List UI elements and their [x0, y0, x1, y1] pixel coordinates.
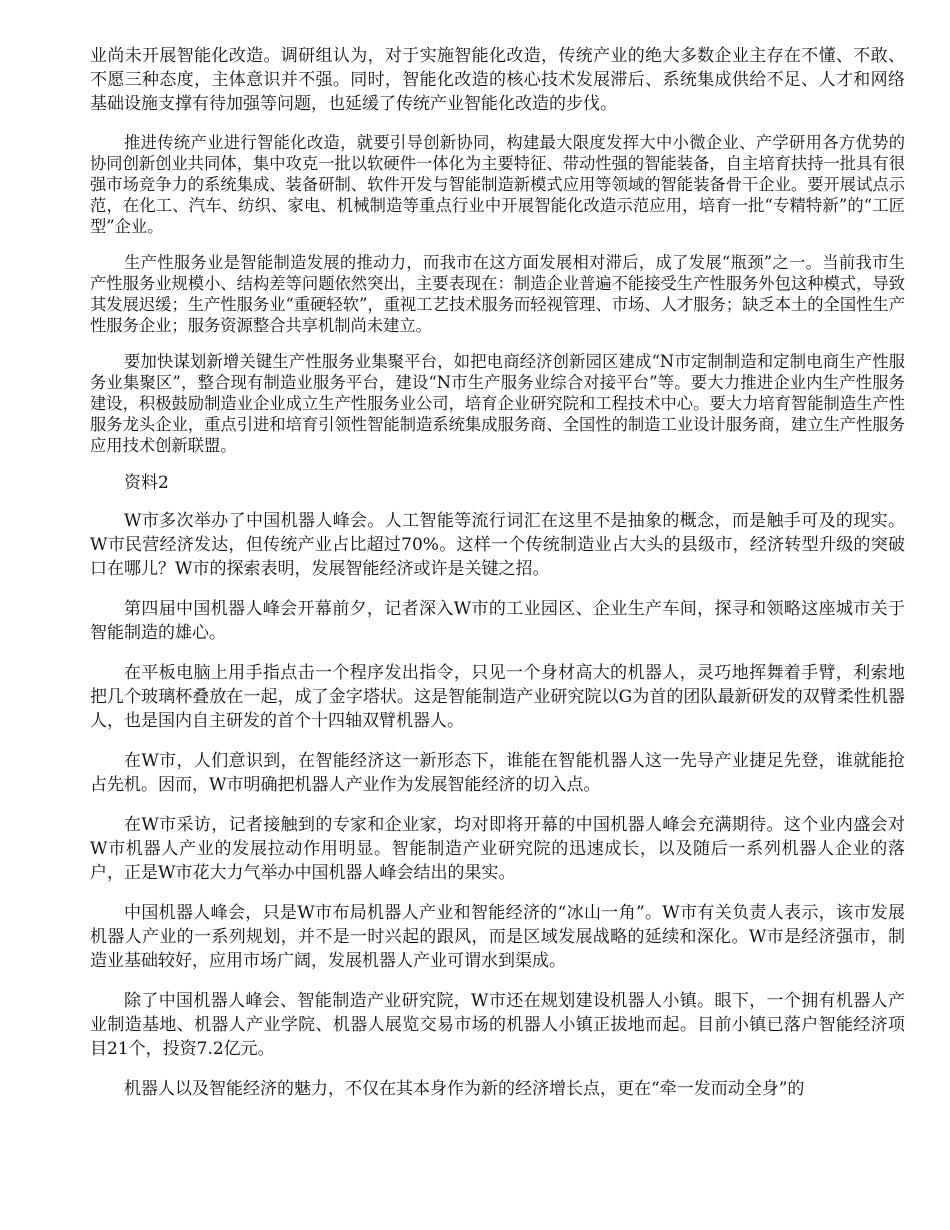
- document-page: [90, 44, 905, 1117]
- paragraph: 第四届中国机器人峰会开幕前夕，记者深入W市的工业园区、企业生产车间，探寻和领略这座城市关于智能制造的雄心。: [90, 599, 905, 643]
- paragraph: 生产性服务业是智能制造发展的推动力，而我市在这方面发展相对滞后，成了发展“瓶颈”之一。当前我市生产性服务业规模小、结构差等问题依然突出，主要表现在：制造企业普遍不能接受生产性服务外包这种模式，导致其发展迟缓；生产性服务业“重硬轻软”，重视工艺技术服务而轻视管理、市场、人才服务；缺乏本土的全国性生产性服务企业；服务资源整合共享机制尚未建立。: [90, 253, 905, 335]
- paragraph: 除了中国机器人峰会、智能制造产业研究院，W市还在规划建设机器人小镇。眼下，一个拥有机器人产业制造基地、机器人产业学院、机器人展览交易市场的机器人小镇正拔地而起。目前小镇已落户智能经济项目21个，投资7.2亿元。: [90, 991, 905, 1059]
- paragraph: 业尚未开展智能化改造。调研组认为，对于实施智能化改造，传统产业的绝大多数企业主存在不懂、不敢、不愿三种态度，主体意识并不强。同时，智能化改造的核心技术发展滞后、系统集成供给不足、人才和网络基础设施支撑有待加强等问题，也延缓了传统产业智能化改造的步伐。: [90, 46, 905, 114]
- paragraph: 中国机器人峰会，只是W市布局机器人产业和智能经济的“冰山一角”。W市有关负责人表示，该市发展机器人产业的一系列规划，并不是一时兴起的跟风，而是区域发展战略的延续和深化。W市是经济强市，制造业基础较好，应用市场广阔，发展机器人产业可谓水到渠成。: [90, 903, 905, 971]
- paragraph: 在W市，人们意识到，在智能经济这一新形态下，谁能在智能机器人这一先导产业捷足先登，谁就能抢占先机。因而，W市明确把机器人产业作为发展智能经济的切入点。: [90, 751, 905, 795]
- paragraph: 推进传统产业进行智能化改造，就要引导创新协同，构建最大限度发挥大中小微企业、产学研用各方优势的协同创新创业共同体，集中攻克一批以软硬件一体化为主要特征、带动性强的智能装备，自主培育扶持一批具有很强市场竞争力的系统集成、装备研制、软件开发与智能制造新模式应用等领域的智能装备骨干企业。要开展试点示范，在化工、汽车、纺织、家电、机械制造等重点行业中开展智能化改造示范应用，培育一批“专精特新”的“工匠型”企业。: [90, 133, 905, 236]
- paragraph: 机器人以及智能经济的魅力，不仅在其本身作为新的经济增长点，更在“牵一发而动全身”的: [124, 1079, 805, 1099]
- paragraph: 在平板电脑上用手指点击一个程序发出指令，只见一个身材高大的机器人，灵巧地挥舞着手臂，利索地把几个玻璃杯叠放在一起，成了金字塔状。这是智能制造产业研究院以G为首的团队最新研发的双臂柔性机器人，也是国内自主研发的首个十四轴双臂机器人。: [90, 663, 905, 731]
- paragraph: 在W市采访，记者接触到的专家和企业家，均对即将开幕的中国机器人峰会充满期待。这个业内盛会对W市机器人产业的发展拉动作用明显。智能制造产业研究院的迅速成长，以及随后一系列机器人企业的落户，正是W市花大力气举办中国机器人峰会结出的果实。: [90, 815, 905, 883]
- section-label: 资料2: [124, 473, 169, 493]
- paragraph: 要加快谋划新增关键生产性服务业集聚平台，如把电商经济创新园区建成“N市定制制造和定制电商生产性服务业集聚区”，整合现有制造业服务平台，建设“N市生产服务业综合对接平台”等。要大力推进企业内生产性服务建设，积极鼓励制造业企业成立生产性服务业公司，培育企业研究院和工程技术中心。要大力培育智能制造生产性服务龙头企业，重点引进和培育引领性智能制造系统集成服务商、全国性的制造工业设计服务商，建立生产性服务应用技术创新联盟。: [90, 352, 905, 455]
- paragraph: W市多次举办了中国机器人峰会。人工智能等流行词汇在这里不是抽象的概念，而是触手可及的现实。W市民营经济发达，但传统产业占比超过70%。这样一个传统制造业占大头的县级市，经济转型升级的突破口在哪儿？W市的探索表明，发展智能经济或许是关键之招。: [90, 511, 905, 579]
